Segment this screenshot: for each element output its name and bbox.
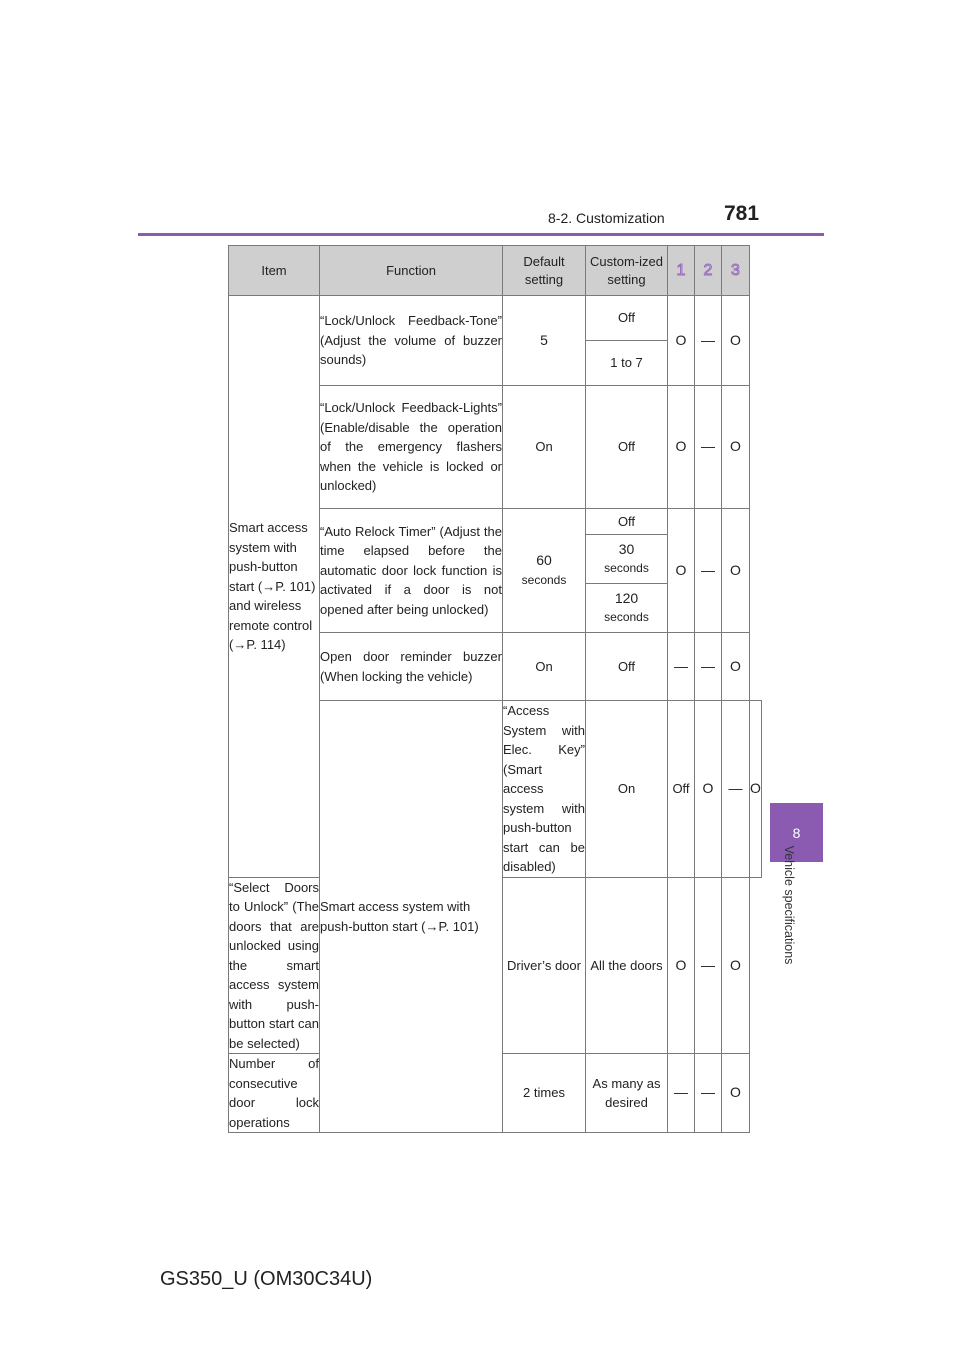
- mark-3: O: [722, 386, 750, 509]
- mark-3: O: [750, 701, 762, 878]
- chapter-title: Vehicle specifications: [782, 845, 796, 965]
- section-title: 8-2. Customization: [548, 210, 665, 226]
- mark-2: —: [695, 633, 722, 701]
- col-2-number: 2: [703, 261, 713, 279]
- function-cell: “Select Doors to Unlock” (The doors that are unlocked using the smart access system with push-button start can be selected): [229, 877, 320, 1054]
- mark-1: —: [668, 633, 695, 701]
- mark-1: —: [668, 1054, 695, 1133]
- item-cell: Smart access system with push-button start (→P. 101): [320, 701, 503, 1133]
- function-cell: “Lock/Unlock Feedback-Tone” (Adjust the volume of buzzer sounds): [320, 296, 503, 386]
- header-function: Function: [320, 246, 503, 296]
- item-cell: Smart access system with push-button start (→P. 101) and wireless remote control (→P. 114): [229, 296, 320, 878]
- function-cell: Number of consecutive door lock operations: [229, 1054, 320, 1133]
- col-1-number: 1: [676, 261, 686, 279]
- custom-cell: All the doors: [586, 877, 668, 1054]
- custom-cell: Off: [586, 386, 668, 509]
- custom-cell: [586, 584, 668, 633]
- custom-cell: [586, 535, 668, 584]
- customization-table: [228, 245, 762, 1133]
- header-col-1: [668, 246, 695, 296]
- custom-cell: Off: [586, 509, 668, 535]
- mark-3: O: [722, 1054, 750, 1133]
- default-cell: On: [503, 386, 586, 509]
- header-rule: [138, 233, 824, 236]
- header-default-setting: Default setting: [503, 246, 586, 296]
- col-3-number: 3: [731, 261, 740, 279]
- custom-cell: Off: [586, 633, 668, 701]
- header-col-3: [722, 246, 750, 296]
- custom-cell: 1 to 7: [586, 341, 668, 386]
- custom-value: 120: [614, 589, 639, 606]
- mark-2: —: [695, 296, 722, 386]
- header-col-2: [695, 246, 722, 296]
- default-cell: [503, 509, 586, 633]
- chapter-tab[interactable]: [770, 803, 823, 862]
- table-header-row: [229, 246, 762, 296]
- default-cell: 2 times: [503, 1054, 586, 1133]
- function-cell: Open door reminder buzzer (When locking the vehicle): [320, 633, 503, 701]
- mark-2: —: [695, 386, 722, 509]
- custom-cell: As many as desired: [586, 1054, 668, 1133]
- page-number: 781: [724, 202, 760, 225]
- mark-3: O: [722, 877, 750, 1054]
- mark-2: —: [695, 877, 722, 1054]
- function-cell: “Auto Relock Timer” (Adjust the time elapsed before the automatic door lock function is activated if a door is not opened after being unlocked): [320, 509, 503, 633]
- default-cell: 5: [503, 296, 586, 386]
- default-cell: On: [586, 701, 668, 878]
- mark-3: O: [722, 509, 750, 633]
- default-unit: seconds: [521, 572, 567, 587]
- function-cell: “Access System with Elec. Key” (Smart access system with push-button start can be disabled): [503, 701, 586, 878]
- custom-cell: Off: [668, 701, 695, 878]
- mark-3: O: [722, 296, 750, 386]
- mark-2: —: [695, 509, 722, 633]
- table-row: [229, 296, 762, 341]
- mark-1: O: [668, 296, 695, 386]
- mark-1: O: [695, 701, 722, 878]
- custom-value: 30: [618, 540, 635, 557]
- mark-1: O: [668, 509, 695, 633]
- default-value: 60: [536, 552, 552, 568]
- header-customized-setting: Custom-ized setting: [586, 246, 668, 296]
- custom-unit: seconds: [604, 561, 649, 575]
- default-cell: On: [503, 633, 586, 701]
- model-code: GS350_U (OM30C34U): [160, 1268, 373, 1290]
- mark-2: —: [695, 1054, 722, 1133]
- mark-1: O: [668, 877, 695, 1054]
- function-cell: “Lock/Unlock Feedback-Lights” (Enable/disable the operation of the emergency flashers when the vehicle is locked or unlocked): [320, 386, 503, 509]
- chapter-number: 8: [792, 824, 801, 841]
- mark-3: O: [722, 633, 750, 701]
- custom-unit: seconds: [604, 610, 649, 624]
- custom-cell: Off: [586, 296, 668, 341]
- mark-2: —: [722, 701, 750, 878]
- header-item: Item: [229, 246, 320, 296]
- mark-1: O: [668, 386, 695, 509]
- default-cell: Driver’s door: [503, 877, 586, 1054]
